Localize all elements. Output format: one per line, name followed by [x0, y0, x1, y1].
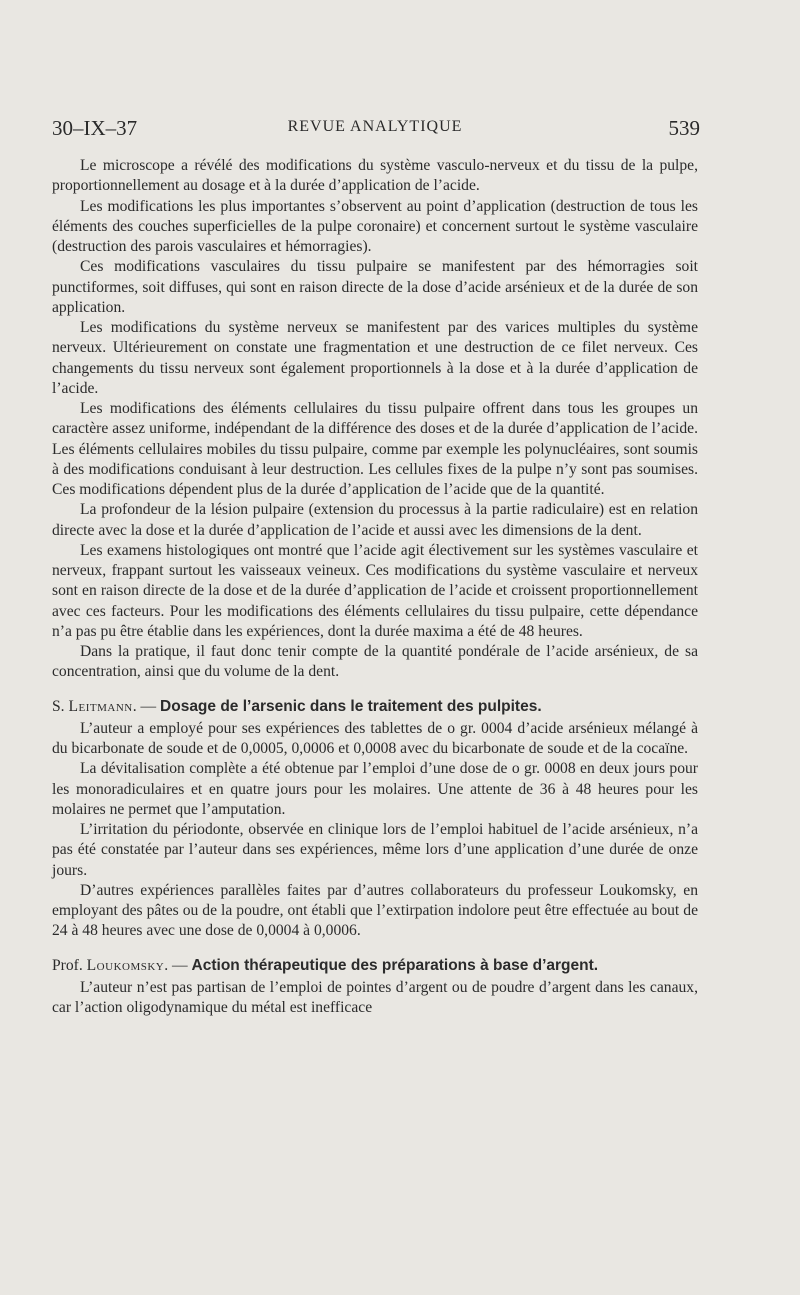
paragraph: L’auteur a employé pour ses expériences des tablettes de o gr. 0004 d’acide arsénieux mélangé à du bicarbonate de soude et de 0,0005, 0,0006 et 0,0008 avec du bicarbonate de soude et de la cocaïne. [52, 719, 698, 757]
paragraph: Les modifications des éléments cellulaires du tissu pulpaire offrent dans tous les groupes un caractère assez uniforme, indépendant de la différence des doses et de la durée d’application de l’acide. Les éléments cellulaires mobiles du tissu pulpaire, comme par exemple les polynucléaires, sont soumis à des modifications conduisant à leur destruction. Les cellules fixes de la pulpe n’y sont pas soumises. Ces modifications dépendent plus de la durée d’application de l’acide que de la quantité. [52, 400, 698, 498]
author-name: Leitmann [68, 697, 133, 715]
paragraph: Le microscope a révélé des modifications du système vasculo-nerveux et du tissu de la pulpe, proportionnellement au dosage et à la durée d’application de l’acide. [52, 157, 698, 195]
paragraph: Les examens histologiques ont montré que l’acide agit électivement sur les systèmes vasculaire et nerveux, frappant surtout les vaisseaux veineux. Ces modifications du système vasculaire et nerveux sont en raison directe de la dose et de la durée d’application de l’acide et croissent proportionnellement avec ces facteurs. Pour les modifications des éléments cellulaires du tissu pulpaire, cette dépendance n’a pas pu être établie dans les expériences, dont la durée maxima a été de 48 heures. [52, 541, 698, 640]
paragraph: L’auteur n’est pas partisan de l’emploi de pointes d’argent ou de poudre d’argent dans les canaux, car l’action oligodynamique du métal est inefficace [52, 978, 698, 1016]
paragraph: D’autres expériences parallèles faites par d’autres collaborateurs du professeur Loukomsky, en employant des pâtes ou de la poudre, ont établi que l’extirpation indolore peut être effectuée au bout de 24 à 48 heures avec une dose de 0,0004 à 0,0006. [52, 881, 698, 940]
paragraph: Dans la pratique, il faut donc tenir compte de la quantité pondérale de l’acide arsénieux, de sa concentration, ainsi que du volume de la dent. [52, 643, 698, 681]
header-journal-title: REVUE ANALYTIQUE [287, 118, 463, 135]
running-header [52, 116, 698, 142]
author-prefix: Prof. [52, 956, 87, 974]
paragraph: La dévitalisation complète a été obtenue par l’emploi d’une dose de o gr. 0008 en deux jours pour les monoradiculaires et en quatre jours pour les molaires. Une attente de 36 à 48 heures pour les molaires ne permet que l’amputation. [52, 760, 698, 818]
section-heading-loukomsky [52, 956, 698, 976]
paragraph: Les modifications les plus importantes s’observent au point d’application (destruction de tous les éléments des couches superficielles de la pulpe coronaire) et concernent surtout le système vasculaire (destruction des parois vasculaires et hémorragies). [52, 197, 698, 255]
section-title: Dosage de l’arsenic dans le traitement des pulpites. [160, 697, 542, 715]
heading-separator: . — [132, 697, 161, 715]
header-date: 30–IX–37 [52, 116, 138, 140]
paragraph: La profondeur de la lésion pulpaire (extension du processus à la partie radiculaire) est en relation directe avec la dose et la durée d’application de l’acide et aussi avec les dimensions de la dent. [52, 501, 698, 539]
author-name: Loukomsky [86, 956, 165, 974]
paragraph: Les modifications du système nerveux se manifestent par des varices multiples du système nerveux. Ultérieurement on constate une fragmentation et une destruction de ce filet nerveux. Ces changements du tissu nerveux sont également proportionnels à la dose et à la durée d’application de l’acide. [52, 319, 698, 397]
paragraph: Ces modifications vasculaires du tissu pulpaire se manifestent par des hémorragies soit punctiformes, soit diffuses, qui sont en raison directe de la dose d’acide arsénieux et de la durée de son application. [52, 258, 698, 316]
section-heading-leitmann [52, 697, 698, 717]
header-page-number: 539 [668, 116, 700, 140]
article-body [52, 156, 698, 1018]
paragraph: L’irritation du périodonte, observée en clinique lors de l’emploi habituel de l’acide arsénieux, n’a pas été constatée par l’auteur dans ses expériences, même lors d’une application d’une durée de onze jours. [52, 821, 698, 879]
heading-separator: . — [164, 956, 192, 974]
author-prefix: S. [52, 697, 69, 715]
section-title: Action thérapeutique des préparations à base d’argent. [191, 956, 599, 974]
